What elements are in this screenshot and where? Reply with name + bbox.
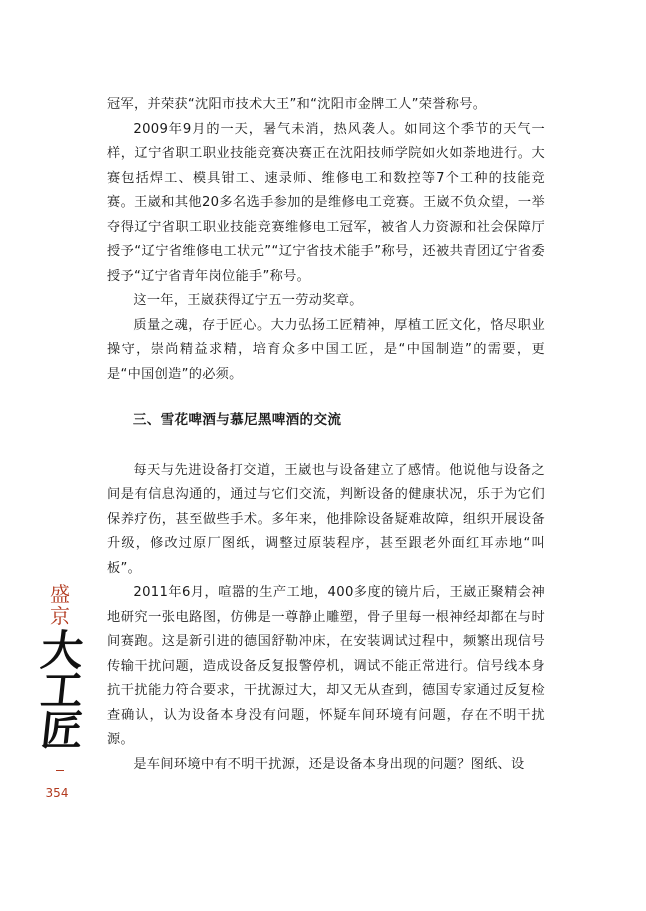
paragraph: 每天与先进设备打交道，王崴也与设备建立了感情。他说他与设备之间是有信息沟通的，通过与它们交流，判断设备的健康状况，乐于为它们保养疗伤，甚至做些手术。多年来，他排除设备疑难故障，组织开展设备升级，修改过原厂图纸，调整过原装程序，甚至跟老外面红耳赤地“叫板”。 [107, 462, 545, 576]
section-heading: 三、雪花啤酒与慕尼黑啤酒的交流 [132, 412, 342, 428]
series-char: 大 [38, 626, 86, 675]
paragraph: 2009年9月的一天，暑气未消，热风袭人。如同这个季节的天气一样，辽宁省职工职业技能竞赛决赛正在沈阳技师学院如火如荼地进行。大赛包括焊工、模具钳工、速录师、维修电工和数控等7个工种的技能竞赛。王崴和其他20多名选手参加的是维修电工竞赛。王崴不负众望，一举夺得辽宁省职工职业技能竞赛维修电工冠军，被省人力资源和社会保障厅授予“辽宁省维修电工状元”“辽宁省技术能手”称号，还被共青团辽宁省委授予“辽宁省青年岗位能手”称号。 [107, 121, 545, 284]
series-logo [36, 582, 88, 755]
paragraph: 冠军，并荣获“沈阳市技术大王”和“沈阳市金牌工人”荣誉称号。 [107, 97, 487, 112]
series-char: 京 [50, 604, 70, 628]
page-number: 354 [45, 786, 69, 800]
series-char: 工 [38, 666, 86, 715]
series-title-large [36, 626, 88, 755]
paragraph: 是车间环境中有不明干扰源，还是设备本身出现的问题？图纸、设 [133, 756, 525, 772]
series-char: 盛 [50, 582, 70, 606]
paragraph: 2011年6月，喧嚣的生产工地，400多度的镜片后，王崴正聚精会神地研究一张电路图，仿佛是一尊静止雕塑，骨子里每一根神经却都在与时间赛跑。这是新引进的德国舒勒冲床，在安装调试过程中，频繁出现信号传输干扰问题，造成设备反复报警停机，调试不能正常进行。信号线本身抗干扰能力符合要求，干扰源过大，却又无从查到，德国专家通过反复检查确认，认为设备本身没有问题，怀疑车间环境有问题，存在不明干扰源。 [107, 585, 545, 747]
paragraph: 质量之魂，存于匠心。大力弘扬工匠精神，厚植工匠文化，恪尽职业操守，崇尚精益求精，培育众多中国工匠，是“中国制造”的需要，更是“中国创造”的必须。 [107, 317, 545, 382]
paragraph: 这一年，王崴获得辽宁五一劳动奖章。 [133, 293, 363, 308]
body-text [107, 93, 545, 777]
series-title-small [48, 583, 72, 627]
series-char: 匠 [38, 706, 86, 755]
page-number-divider [56, 770, 64, 771]
